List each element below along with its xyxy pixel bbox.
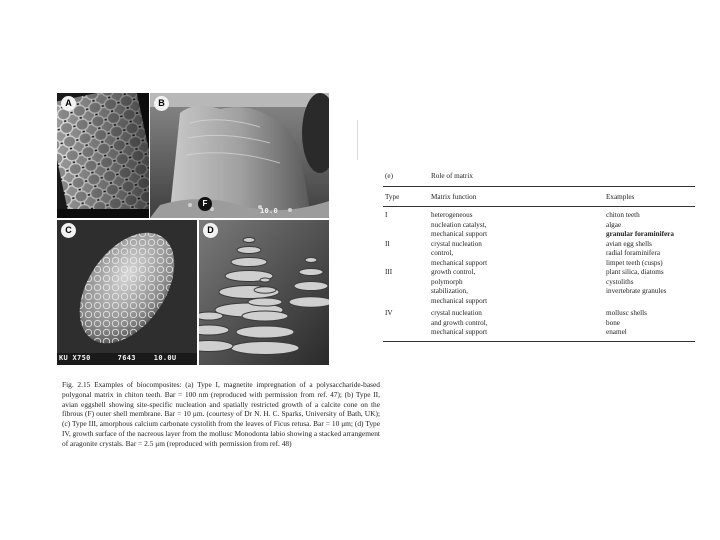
table-row-example: limpet teeth (cusps) bbox=[606, 258, 663, 267]
margin-mark bbox=[357, 120, 358, 160]
cystolith-illustration bbox=[57, 220, 197, 365]
table-row-example: bone bbox=[606, 318, 620, 327]
table-row-function: crystal nucleation bbox=[431, 239, 482, 248]
aragonite-stacks-illustration bbox=[199, 220, 329, 365]
table-row-function: control, bbox=[431, 249, 454, 257]
table-row-function: polymorph bbox=[431, 277, 463, 286]
table-rule-bottom bbox=[383, 341, 695, 342]
panel-d-label: D bbox=[203, 223, 218, 238]
table-row-type: I bbox=[385, 211, 388, 219]
table-row-example: mollusc shells bbox=[606, 309, 647, 317]
panel-b-scale: 10.0 bbox=[260, 207, 279, 215]
fibrous-membrane-marker: F bbox=[198, 197, 212, 211]
table-row-example: invertebrate granules bbox=[606, 287, 667, 295]
table-row-function: mechanical support bbox=[431, 230, 488, 238]
panel-d-image bbox=[199, 220, 329, 365]
table-row-function: mechanical support bbox=[431, 328, 488, 336]
table-row-function: crystal nucleation bbox=[431, 309, 482, 317]
panel-c-image bbox=[57, 220, 197, 365]
figure-caption bbox=[62, 380, 380, 449]
table-row-function: heterogeneous bbox=[431, 211, 473, 219]
polygonal-matrix-illustration bbox=[57, 93, 149, 218]
column-header-function: Matrix function bbox=[431, 193, 477, 201]
table-row-example: enamel bbox=[606, 328, 627, 336]
eggshell-cone-illustration bbox=[150, 93, 329, 218]
table-row-function: mechanical support bbox=[431, 258, 488, 267]
panel-b-label: B bbox=[154, 96, 169, 111]
table-row-example: plant silica, diatoms bbox=[606, 268, 664, 276]
table-row-function: nucleation catalyst, bbox=[431, 220, 487, 229]
table-row-function: growth control, bbox=[431, 268, 476, 276]
column-header-examples: Examples bbox=[606, 193, 635, 201]
panel-c-scale: KU X750 7643 10.0U bbox=[59, 354, 177, 362]
table-row-example: granular foraminifera bbox=[606, 230, 674, 238]
panel-a-image bbox=[57, 93, 149, 218]
table-heading: Role of matrix bbox=[431, 172, 473, 180]
table-rule-top bbox=[383, 186, 695, 187]
table-row-function: mechanical support bbox=[431, 296, 488, 305]
table-row-example: radial foraminifera bbox=[606, 249, 661, 257]
table-rule-header bbox=[383, 206, 695, 207]
caption-text: Fig. 2.15 Examples of biocomposites: (a) Type I, magnetite impregnation of a polysaccharide-based polygonal matrix in chiton teeth. Bar = 100 nm (reproduced with permission from ref. 47); (b) Type II, avian eggshell showing site-specific nucleation and spatially restricted growth of a calcite cone on the fibrous (F) outer shell membrane. Bar = 10 μm. (courtesy of Dr N. H. C. Sparks, University of Bath, UK); (c) Type III, amorphous calcium carbonate cystolith from the leaves of Ficus retusa. Bar = 10 μm; (d) Type IV, growth surface of the nacreous layer from the mollusc Monodonta labio showing a stacked arrangement of aragonite crystals. Bar = 2.5 μm (reproduced with permission from ref. 48) bbox=[62, 380, 380, 448]
table-row-type: IV bbox=[385, 309, 393, 317]
panel-b-image bbox=[150, 93, 329, 218]
table-row-type: II bbox=[385, 239, 390, 248]
table-row-function: and growth control, bbox=[431, 318, 488, 327]
table-label: (e) bbox=[385, 172, 393, 180]
panel-a-label: A bbox=[61, 96, 76, 111]
table-row-function: stabilization, bbox=[431, 287, 468, 295]
table-row-example: avian egg shells bbox=[606, 239, 652, 248]
panel-c-label: C bbox=[61, 223, 76, 238]
table-row-example: chiton teeth bbox=[606, 211, 640, 219]
column-header-type: Type bbox=[385, 193, 400, 201]
table-row-example: cystoliths bbox=[606, 277, 634, 286]
table-row-type: III bbox=[385, 268, 393, 276]
table-row-example: algae bbox=[606, 220, 622, 229]
